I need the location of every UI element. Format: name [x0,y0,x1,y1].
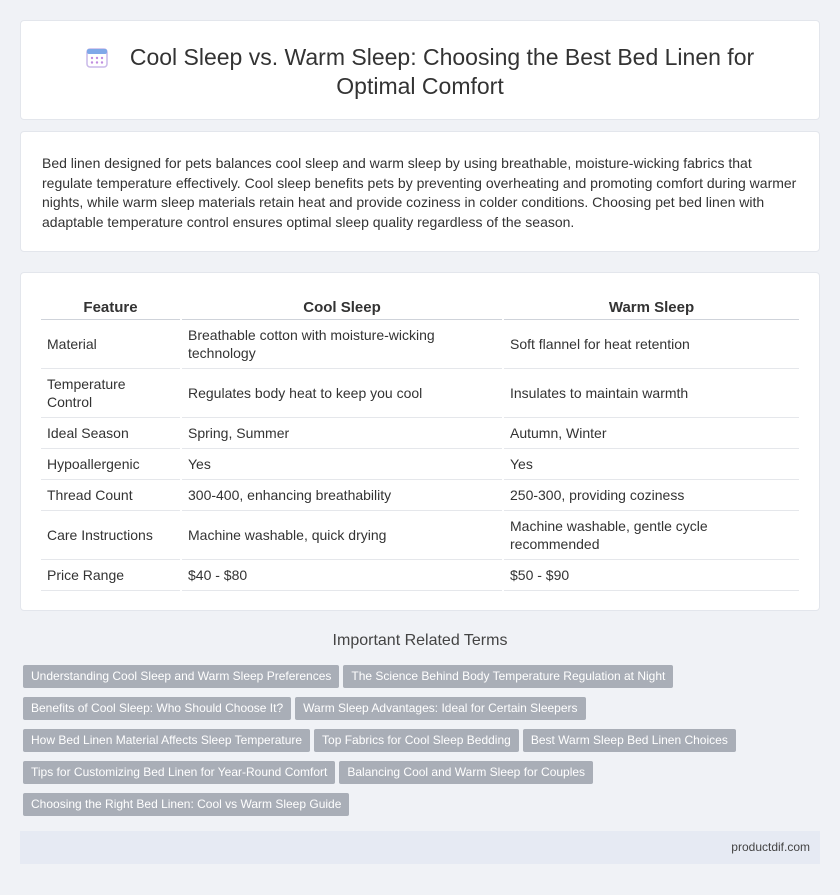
table-row [41,479,799,510]
related-terms-list [23,665,728,825]
header-warm-sleep: Warm Sleep [503,297,799,319]
related-term-tag[interactable]: Understanding Cool Sleep and Warm Sleep Preferences [23,665,339,688]
warm-sleep-cell: Yes [503,448,799,479]
related-term-tag[interactable]: Tips for Customizing Bed Linen for Year-Round Comfort [23,761,335,784]
header-feature: Feature [41,297,181,319]
cool-sleep-cell: $40 - $80 [181,559,503,590]
warm-sleep-cell: Autumn, Winter [503,417,799,448]
comparison-table [41,297,799,591]
related-term-tag[interactable]: Top Fabrics for Cool Sleep Bedding [314,729,519,752]
footer-site-link[interactable]: productdif.com [731,840,810,854]
table-row [41,510,799,559]
related-term-tag[interactable]: How Bed Linen Material Affects Sleep Temperature [23,729,310,752]
related-term-tag[interactable]: Choosing the Right Bed Linen: Cool vs Warm Sleep Guide [23,793,349,816]
feature-cell: Care Instructions [41,510,181,559]
comparison-card [20,272,820,611]
warm-sleep-cell: $50 - $90 [503,559,799,590]
feature-cell: Thread Count [41,479,181,510]
feature-cell: Price Range [41,559,181,590]
cool-sleep-cell: Breathable cotton with moisture-wicking technology [181,319,503,368]
related-term-tag[interactable]: Best Warm Sleep Bed Linen Choices [523,729,736,752]
feature-cell: Ideal Season [41,417,181,448]
table-row [41,559,799,590]
related-term-tag[interactable]: The Science Behind Body Temperature Regulation at Night [343,665,673,688]
table-row [41,319,799,368]
feature-cell: Material [41,319,181,368]
intro-card [20,131,820,252]
page-title: Cool Sleep vs. Warm Sleep: Choosing the Best Bed Linen for Optimal Comfort [129,44,755,99]
cool-sleep-cell: Regulates body heat to keep you cool [181,368,503,417]
table-row [41,368,799,417]
warm-sleep-cell: Machine washable, gentle cycle recommended [503,510,799,559]
related-terms-title: Important Related Terms [332,632,508,649]
footer [20,831,820,864]
feature-cell: Hypoallergenic [41,448,181,479]
table-row [41,448,799,479]
intro-paragraph: Bed linen designed for pets balances cool sleep and warm sleep by using breathable, moisture-wicking fabrics that regulate temperature effectively. Cool sleep benefits pets by preventing overheating and promoting comfort during warmer nights, while warm sleep materials retain heat and provide coziness in colder conditions. Choosing pet bed linen with adaptable temperature control ensures optimal sleep quality regardless of the season. [42,155,797,230]
related-term-tag[interactable]: Balancing Cool and Warm Sleep for Couples [339,761,593,784]
feature-cell: Temperature Control [41,368,181,417]
table-row [41,417,799,448]
table-header-row [41,297,799,319]
calendar-icon [86,46,108,68]
cool-sleep-cell: Spring, Summer [181,417,503,448]
related-term-tag[interactable]: Benefits of Cool Sleep: Who Should Choose It? [23,697,291,720]
page-title-wrap [21,43,819,101]
warm-sleep-cell: Insulates to maintain warmth [503,368,799,417]
related-term-tag[interactable]: Warm Sleep Advantages: Ideal for Certain Sleepers [295,697,585,720]
header-card [20,20,820,120]
cool-sleep-cell: Yes [181,448,503,479]
warm-sleep-cell: 250-300, providing coziness [503,479,799,510]
cool-sleep-cell: Machine washable, quick drying [181,510,503,559]
cool-sleep-cell: 300-400, enhancing breathability [181,479,503,510]
header-cool-sleep: Cool Sleep [181,297,503,319]
warm-sleep-cell: Soft flannel for heat retention [503,319,799,368]
